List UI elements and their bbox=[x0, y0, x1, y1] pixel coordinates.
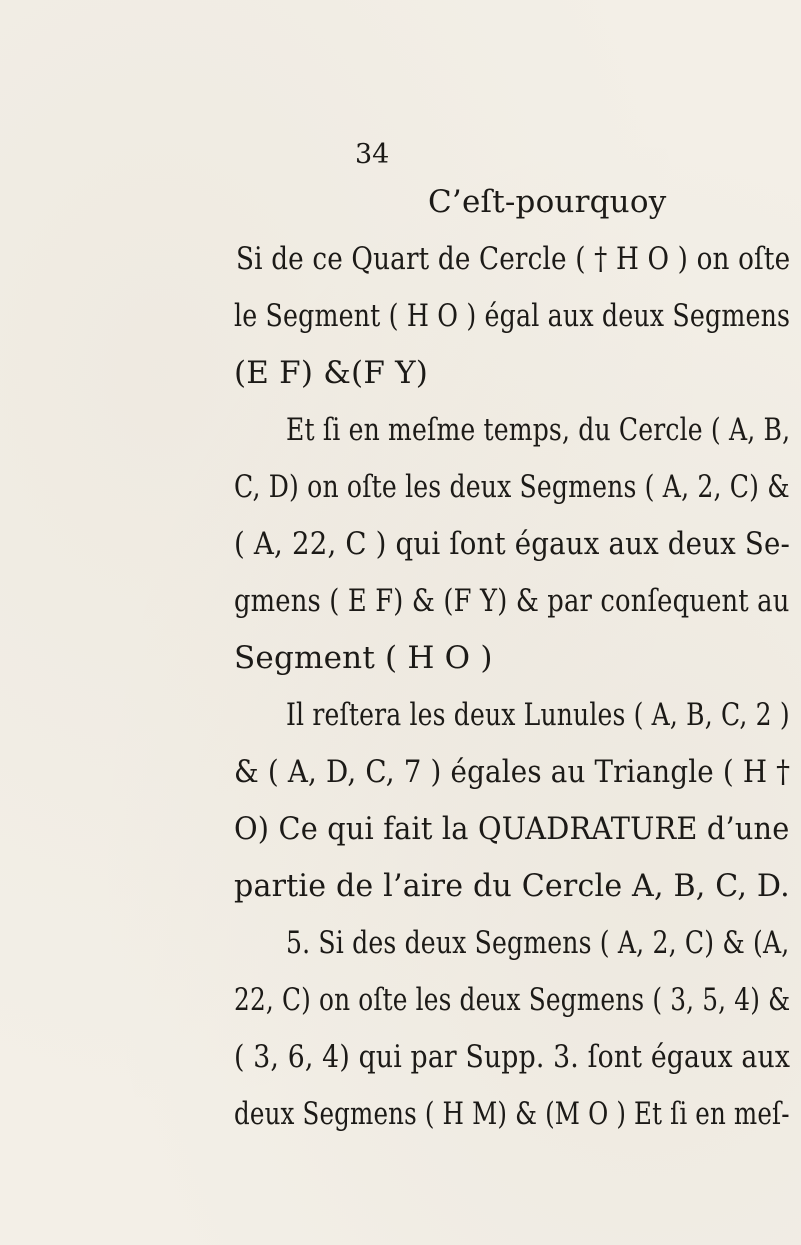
text-line: partie de l’aire du Cercle A, B, C, D. bbox=[234, 868, 790, 904]
text-line: Segment ( H O ) bbox=[234, 640, 493, 676]
page-number: 34 bbox=[355, 139, 390, 170]
text-line: 5. Si des deux Segmens ( A, 2, C) & (A, bbox=[286, 925, 790, 961]
text-line: Si de ce Quart de Cercle ( † H O ) on oſte bbox=[236, 241, 791, 277]
text-line: ( A, 22, C ) qui ſont égaux aux deux Se- bbox=[234, 526, 791, 562]
text-line: ( 3, 6, 4) qui par Supp. 3. ſont égaux aux bbox=[234, 1039, 791, 1075]
text-line: le Segment ( H O ) égal aux deux Segmens bbox=[234, 298, 791, 334]
text-line: & ( A, D, C, 7 ) égales au Triangle ( H † bbox=[234, 754, 791, 790]
text-line: deux Segmens ( H M) & (M O ) Et ſi en meſ- bbox=[234, 1096, 790, 1132]
text-line: Il reſtera les deux Lunules ( A, B, C, 2 ) bbox=[286, 697, 790, 733]
text-line: Et ſi en meſme temps, du Cercle ( A, B, bbox=[286, 412, 791, 448]
text-line: O) Ce qui fait la QUADRATURE d’une bbox=[234, 811, 790, 847]
text-line: 22, C) on oſte les deux Segmens ( 3, 5, 4) & bbox=[234, 982, 791, 1018]
text-line: (E F) &(F Y) bbox=[234, 355, 429, 391]
text-line: C, D) on oſte les deux Segmens ( A, 2, C) & bbox=[234, 469, 790, 505]
text-line: C’eſt-pourquoy bbox=[428, 184, 667, 220]
text-line: gmens ( E F) & (F Y) & par conſequent au bbox=[234, 583, 790, 619]
